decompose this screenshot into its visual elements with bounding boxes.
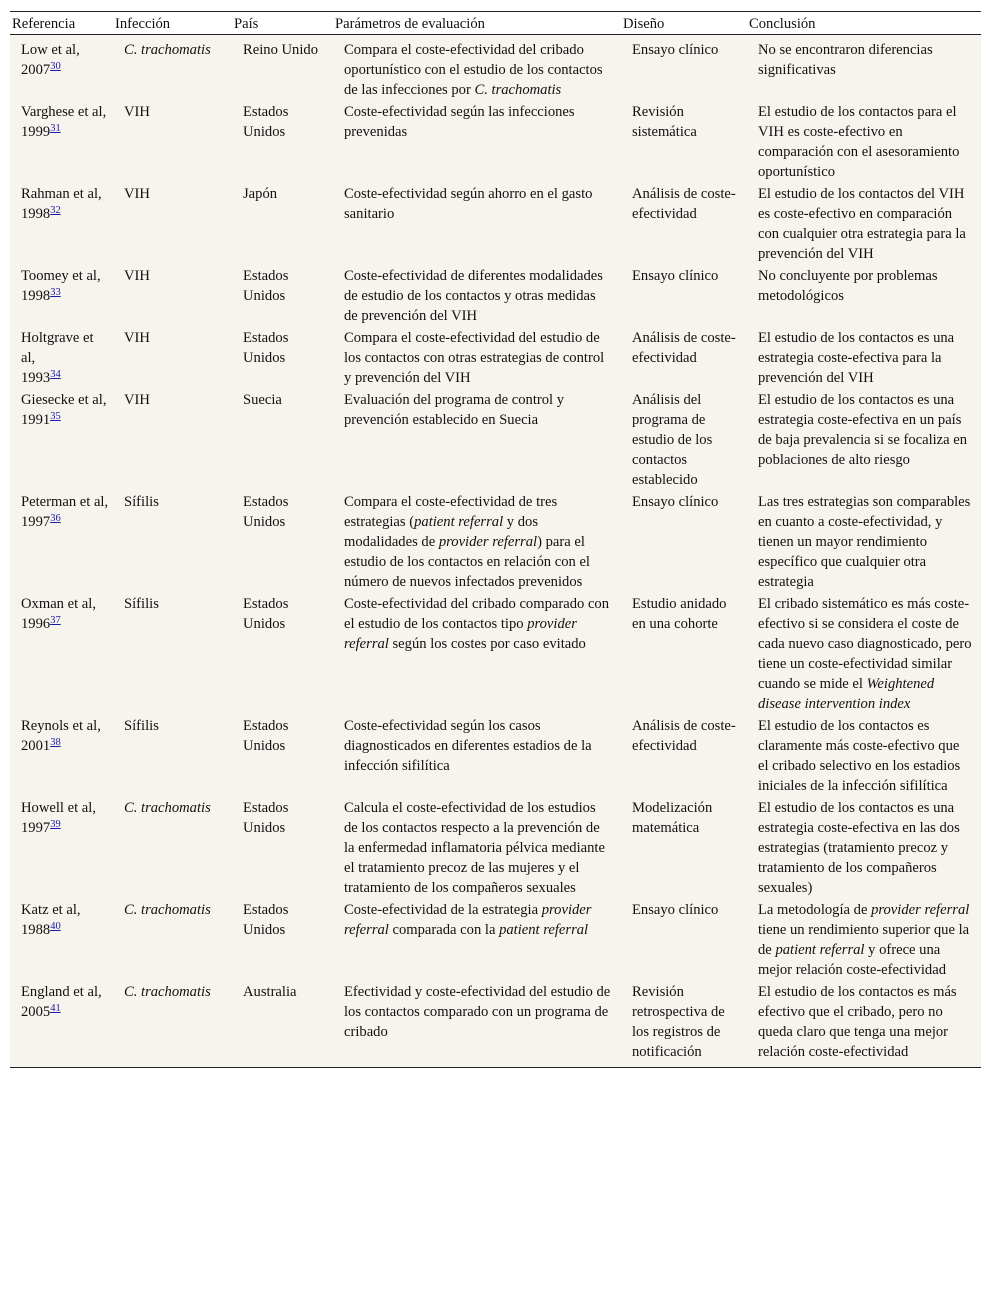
table-row <box>10 327 981 389</box>
cell-referencia <box>10 981 113 1068</box>
cell-conclusion: El estudio de los contactos para el VIH es coste-efectivo en comparación con el asesoramiento oportunístico <box>758 104 960 180</box>
cell-parametros: Efectividad y coste-efectividad del estudio de los contactos comparado con un programa de cribado <box>333 981 621 1068</box>
cell-pais: Estados Unidos <box>243 718 289 754</box>
cell-conclusion: El estudio de los contactos del VIH es coste-efectivo en comparación con cualquier otra estrategia para la prevención del VIH <box>758 186 966 262</box>
cell-infeccion: C. trachomatis <box>124 902 211 918</box>
ref-year: 1988 <box>21 922 51 938</box>
reference-link-34[interactable]: 34 <box>50 369 61 380</box>
reference-link-30[interactable]: 30 <box>50 61 61 72</box>
cell-pais: Japón <box>243 186 278 202</box>
cell-infeccion: VIH <box>124 104 150 120</box>
table-row <box>10 593 981 715</box>
reference-link-39[interactable]: 39 <box>50 819 61 830</box>
cell-pais: Estados Unidos <box>243 902 289 938</box>
cell-diseno: Ensayo clínico <box>632 494 719 510</box>
cell-infeccion: C. trachomatis <box>113 981 232 1068</box>
reference-link-32[interactable]: 32 <box>50 205 61 216</box>
cell-infeccion: VIH <box>124 392 150 408</box>
cell-diseno: Análisis del programa de estudio de los contactos establecido <box>632 392 713 488</box>
table-row <box>10 265 981 327</box>
cell-referencia <box>10 593 113 715</box>
table-row <box>10 981 981 1068</box>
table-row <box>10 797 981 899</box>
cell-referencia <box>10 183 113 265</box>
ref-year: 1991 <box>21 412 51 428</box>
cell-conclusion: El cribado sistemático es más coste-efectivo si se considera el coste de cada nuevo caso diagnosticado, pero tiene un coste-efectividad similar cuando se mide el Weightened disease intervention index <box>758 596 972 712</box>
cell-pais: Estados Unidos <box>243 330 289 366</box>
header-pais: País <box>232 12 333 35</box>
ref-author: Peterman et al, <box>21 494 109 510</box>
reference-link-31[interactable]: 31 <box>50 123 61 134</box>
cell-referencia <box>10 101 113 183</box>
ref-author: Oxman et al, <box>21 596 96 612</box>
cell-diseno: Revisión sistemática <box>632 104 697 140</box>
cell-diseno: Ensayo clínico <box>632 42 719 58</box>
ref-author: Reynols et al, <box>21 718 101 734</box>
cell-conclusion: El estudio de los contactos es una estrategia coste-efectiva para la prevención del VIH <box>758 330 955 386</box>
ref-year: 1998 <box>21 288 51 304</box>
ref-author: Howell et al, <box>21 800 96 816</box>
table-row <box>10 899 981 981</box>
ref-year: 2001 <box>21 738 51 754</box>
cell-parametros: Coste-efectividad según ahorro en el gasto sanitario <box>344 186 593 222</box>
cost-effectiveness-studies-table <box>10 11 981 1068</box>
ref-year: 1997 <box>21 514 51 530</box>
cell-infeccion: C. trachomatis <box>124 800 211 816</box>
ref-year: 1999 <box>21 124 51 140</box>
cell-conclusion: No concluyente por problemas metodológicos <box>758 268 938 304</box>
cell-parametros: Coste-efectividad del cribado comparado con el estudio de los contactos tipo provider referral según los costes por caso evitado <box>344 596 610 652</box>
cell-pais: Estados Unidos <box>243 596 289 632</box>
reference-link-35[interactable]: 35 <box>50 411 61 422</box>
cell-parametros: Coste-efectividad de la estrategia provider referral comparada con la patient referral <box>344 902 592 938</box>
table-row <box>10 35 981 102</box>
cell-diseno: Análisis de coste-efectividad <box>632 186 736 222</box>
ref-author: Rahman et al, <box>21 186 102 202</box>
ref-author: Katz et al, <box>21 902 81 918</box>
cell-pais: Suecia <box>243 392 282 408</box>
cell-pais: Estados Unidos <box>243 800 289 836</box>
cell-referencia <box>10 491 113 593</box>
ref-year: 1996 <box>21 616 51 632</box>
cell-conclusion: La metodología de provider referral tiene un rendimiento superior que la de patient referral y ofrece una mejor relación coste-efectividad <box>758 902 970 978</box>
table-header-row <box>10 12 981 35</box>
cell-referencia <box>10 389 113 491</box>
cell-pais: Estados Unidos <box>243 494 289 530</box>
cell-referencia <box>10 797 113 899</box>
cell-conclusion: El estudio de los contactos es más efectivo que el cribado, pero no queda claro que tenga una mejor relación coste-efectividad <box>747 981 981 1068</box>
cell-parametros: Coste-efectividad según los casos diagnosticados en diferentes estadios de la infección sifilítica <box>344 718 592 774</box>
cell-conclusion: El estudio de los contactos es claramente más coste-efectivo que el cribado selectivo en los estadios iniciales de la infección sifilítica <box>758 718 961 794</box>
table-row <box>10 183 981 265</box>
cell-referencia <box>10 35 113 102</box>
reference-link-33[interactable]: 33 <box>50 287 61 298</box>
ref-author: Varghese et al, <box>21 104 107 120</box>
header-diseno: Diseño <box>621 12 747 35</box>
cell-pais: Estados Unidos <box>243 268 289 304</box>
reference-link-37[interactable]: 37 <box>50 615 61 626</box>
cell-diseno: Revisión retrospectiva de los registros de notificación <box>621 981 747 1068</box>
ref-year: 2005 <box>21 1004 51 1020</box>
cell-parametros: Calcula el coste-efectividad de los estudios de los contactos respecto a la prevención de la enfermedad inflamatoria pélvica mediante el tratamiento precoz de las mujeres y el tratamiento de los compañeros sexuales <box>344 800 605 896</box>
cell-diseno: Análisis de coste-efectividad <box>632 330 736 366</box>
ref-year: 2007 <box>21 62 51 78</box>
header-infeccion: Infección <box>113 12 232 35</box>
cell-infeccion: C. trachomatis <box>124 42 211 58</box>
table-row <box>10 101 981 183</box>
cell-pais: Australia <box>232 981 333 1068</box>
cell-infeccion: VIH <box>124 186 150 202</box>
cell-conclusion: El estudio de los contactos es una estrategia coste-efectiva en las dos estrategias (tratamiento precoz y tratamiento de los compañeros sexuales) <box>758 800 960 896</box>
header-parametros: Parámetros de evaluación <box>333 12 621 35</box>
ref-year: 1998 <box>21 206 51 222</box>
ref-author: Holtgrave et al, <box>21 330 94 366</box>
cell-infeccion: VIH <box>124 268 150 284</box>
cell-referencia <box>10 265 113 327</box>
cell-referencia <box>10 899 113 981</box>
cell-parametros: Evaluación del programa de control y prevención establecido en Suecia <box>344 392 565 428</box>
ref-year: 1997 <box>21 820 51 836</box>
ref-author: Giesecke et al, <box>21 392 107 408</box>
table-row <box>10 715 981 797</box>
cell-diseno: Modelización matemática <box>632 800 713 836</box>
cell-parametros: Compara el coste-efectividad de tres estrategias (patient referral y dos modalidades de provider referral) para el estudio de los contactos en relación con el número de nuevos infectados prevenidos <box>344 494 590 590</box>
cell-parametros: Compara el coste-efectividad del estudio de los contactos con otras estrategias de control y prevención del VIH <box>344 330 605 386</box>
ref-author: Toomey et al, <box>21 268 101 284</box>
cell-diseno: Ensayo clínico <box>632 268 719 284</box>
cell-infeccion: VIH <box>124 330 150 346</box>
table-body <box>10 35 981 1068</box>
ref-author: England et al, <box>21 984 102 1000</box>
cell-referencia <box>10 715 113 797</box>
cell-pais: Reino Unido <box>243 42 318 58</box>
reference-link-40[interactable]: 40 <box>50 921 61 932</box>
ref-author: Low et al, <box>21 42 80 58</box>
header-referencia: Referencia <box>10 12 113 35</box>
cell-pais: Estados Unidos <box>243 104 289 140</box>
study-table-container <box>10 11 981 1068</box>
cell-diseno: Ensayo clínico <box>632 902 719 918</box>
cell-referencia <box>10 327 113 389</box>
reference-link-41[interactable]: 41 <box>50 1003 61 1014</box>
cell-conclusion: El estudio de los contactos es una estrategia coste-efectiva en un país de baja prevalencia si se focaliza en poblaciones de alto riesgo <box>758 392 968 468</box>
ref-year: 1993 <box>21 370 51 386</box>
cell-conclusion: No se encontraron diferencias significativas <box>758 42 933 78</box>
reference-link-38[interactable]: 38 <box>50 737 61 748</box>
cell-diseno: Análisis de coste-efectividad <box>632 718 736 754</box>
cell-infeccion: Sífilis <box>124 494 159 510</box>
cell-parametros: Coste-efectividad de diferentes modalidades de estudio de los contactos y otras medidas de prevención del VIH <box>344 268 603 324</box>
cell-infeccion: Sífilis <box>124 596 159 612</box>
cell-parametros: Coste-efectividad según las infecciones prevenidas <box>344 104 575 140</box>
header-conclusion: Conclusión <box>747 12 981 35</box>
cell-parametros: Compara el coste-efectividad del cribado oportunístico con el estudio de los contactos de las infecciones por C. trachomatis <box>344 42 603 98</box>
reference-link-36[interactable]: 36 <box>50 513 61 524</box>
cell-diseno: Estudio anidado en una cohorte <box>632 596 727 632</box>
table-row <box>10 389 981 491</box>
cell-infeccion: Sífilis <box>124 718 159 734</box>
table-row <box>10 491 981 593</box>
cell-conclusion: Las tres estrategias son comparables en cuanto a coste-efectividad, y tienen un mayor rendimiento específico que cualquier otra estrategia <box>758 494 971 590</box>
